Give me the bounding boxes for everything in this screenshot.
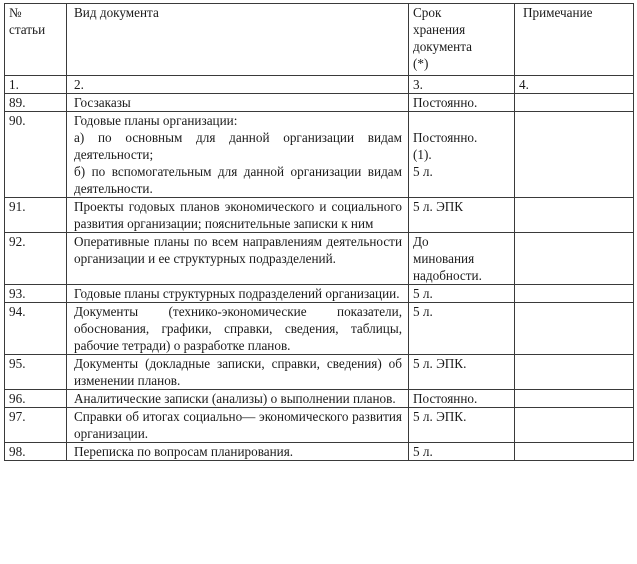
table-row — [5, 94, 634, 112]
row-term-line: 5 л. — [413, 164, 433, 179]
row-number-cell: 96. — [5, 390, 67, 408]
row-description-line: Проекты годовых планов экономического и социального развития организации; пояснительные записки к ним — [74, 199, 402, 231]
row-note-cell — [515, 94, 634, 112]
table-row — [5, 443, 634, 461]
row-term-cell — [409, 443, 515, 461]
numbering-row — [5, 76, 634, 94]
row-term-cell — [409, 233, 515, 285]
header-number-cell — [5, 4, 67, 76]
numbering-cell-3: 3. — [409, 76, 515, 94]
header-note-label: Примечание — [523, 5, 593, 20]
row-description-line: а) по основным для данной организации видам деятельности; — [74, 130, 402, 162]
row-number-cell: 90. — [5, 112, 67, 198]
row-description-line: Аналитические записки (анализы) о выполнении планов. — [74, 391, 396, 406]
row-description-line: Документы (технико-экономические показатели, обоснования, графики, справки, сведения, таблицы, рабочие тетради) о разработке планов. — [74, 304, 402, 353]
table-row — [5, 408, 634, 443]
row-number-cell: 94. — [5, 303, 67, 355]
row-note-cell — [515, 233, 634, 285]
row-note-cell — [515, 303, 634, 355]
table-row — [5, 303, 634, 355]
numbering-cell-2: 2. — [67, 76, 409, 94]
row-description-line: б) по вспомогательным для данной организации видам деятельности. — [74, 164, 402, 196]
header-term-line: Срок — [413, 5, 442, 20]
row-description-line: Документы (докладные записки, справки, сведения) об изменении планов. — [74, 356, 402, 388]
row-term-cell — [409, 112, 515, 198]
numbering-cell-4: 4. — [515, 76, 634, 94]
row-description-cell — [67, 408, 409, 443]
row-term-line — [413, 112, 510, 129]
row-term-line: 5 л. — [413, 444, 433, 459]
row-term-line: 5 л. ЭПК. — [413, 356, 467, 371]
row-description-cell — [67, 390, 409, 408]
header-number-line: статьи — [9, 22, 46, 37]
row-term-line: Постоянно. — [413, 95, 478, 110]
row-note-cell — [515, 112, 634, 198]
row-term-line: 5 л. — [413, 286, 433, 301]
table-row — [5, 112, 634, 198]
row-number-cell: 98. — [5, 443, 67, 461]
row-term-line: Постоянно. — [413, 130, 478, 145]
row-description-cell — [67, 233, 409, 285]
row-description-cell — [67, 112, 409, 198]
header-row — [5, 4, 634, 76]
header-type-label: Вид документа — [74, 5, 159, 20]
header-term-line: документа — [413, 39, 472, 54]
row-number-cell: 91. — [5, 198, 67, 233]
row-term-cell — [409, 355, 515, 390]
header-term-cell — [409, 4, 515, 76]
table-row — [5, 390, 634, 408]
row-description-line: Госзаказы — [74, 95, 131, 110]
row-description-cell — [67, 443, 409, 461]
row-description-line: Оперативные планы по всем направлениям деятельности организации и ее структурных подразделений. — [74, 234, 402, 266]
row-term-cell — [409, 303, 515, 355]
row-term-line: До — [413, 234, 429, 249]
row-number-cell: 92. — [5, 233, 67, 285]
row-term-cell — [409, 94, 515, 112]
row-term-line: минования — [413, 251, 475, 266]
row-term-cell — [409, 285, 515, 303]
row-term-line: 5 л. — [413, 304, 433, 319]
table-row — [5, 285, 634, 303]
row-description-cell — [67, 285, 409, 303]
row-note-cell — [515, 198, 634, 233]
document-table — [4, 3, 634, 461]
numbering-cell-1: 1. — [5, 76, 67, 94]
row-number-cell: 97. — [5, 408, 67, 443]
table-row — [5, 355, 634, 390]
header-note-cell — [515, 4, 634, 76]
row-description-cell — [67, 198, 409, 233]
row-note-cell — [515, 408, 634, 443]
row-description-line: Годовые планы структурных подразделений организации. — [74, 286, 400, 301]
row-description-line: Справки об итогах социально— экономического развития организации. — [74, 409, 402, 441]
row-note-cell — [515, 285, 634, 303]
table-body — [5, 94, 634, 461]
row-term-line: надобности. — [413, 268, 482, 283]
header-number-line: № — [9, 5, 22, 20]
row-term-line: 5 л. ЭПК — [413, 199, 464, 214]
row-description-line: Годовые планы организации: — [74, 113, 238, 128]
table-row — [5, 233, 634, 285]
row-term-cell — [409, 408, 515, 443]
row-note-cell — [515, 443, 634, 461]
table-row — [5, 198, 634, 233]
header-term-line: хранения — [413, 22, 466, 37]
header-type-cell — [67, 4, 409, 76]
row-number-cell: 95. — [5, 355, 67, 390]
row-term-line: 5 л. ЭПК. — [413, 409, 467, 424]
row-note-cell — [515, 390, 634, 408]
row-term-line: (1). — [413, 147, 432, 162]
row-note-cell — [515, 355, 634, 390]
row-number-cell: 93. — [5, 285, 67, 303]
row-term-line: Постоянно. — [413, 391, 478, 406]
row-description-cell — [67, 94, 409, 112]
row-description-cell — [67, 355, 409, 390]
row-description-line: Переписка по вопросам планирования. — [74, 444, 294, 459]
header-term-line: (*) — [413, 56, 429, 71]
row-number-cell: 89. — [5, 94, 67, 112]
row-term-cell — [409, 390, 515, 408]
row-term-cell — [409, 198, 515, 233]
row-description-cell — [67, 303, 409, 355]
